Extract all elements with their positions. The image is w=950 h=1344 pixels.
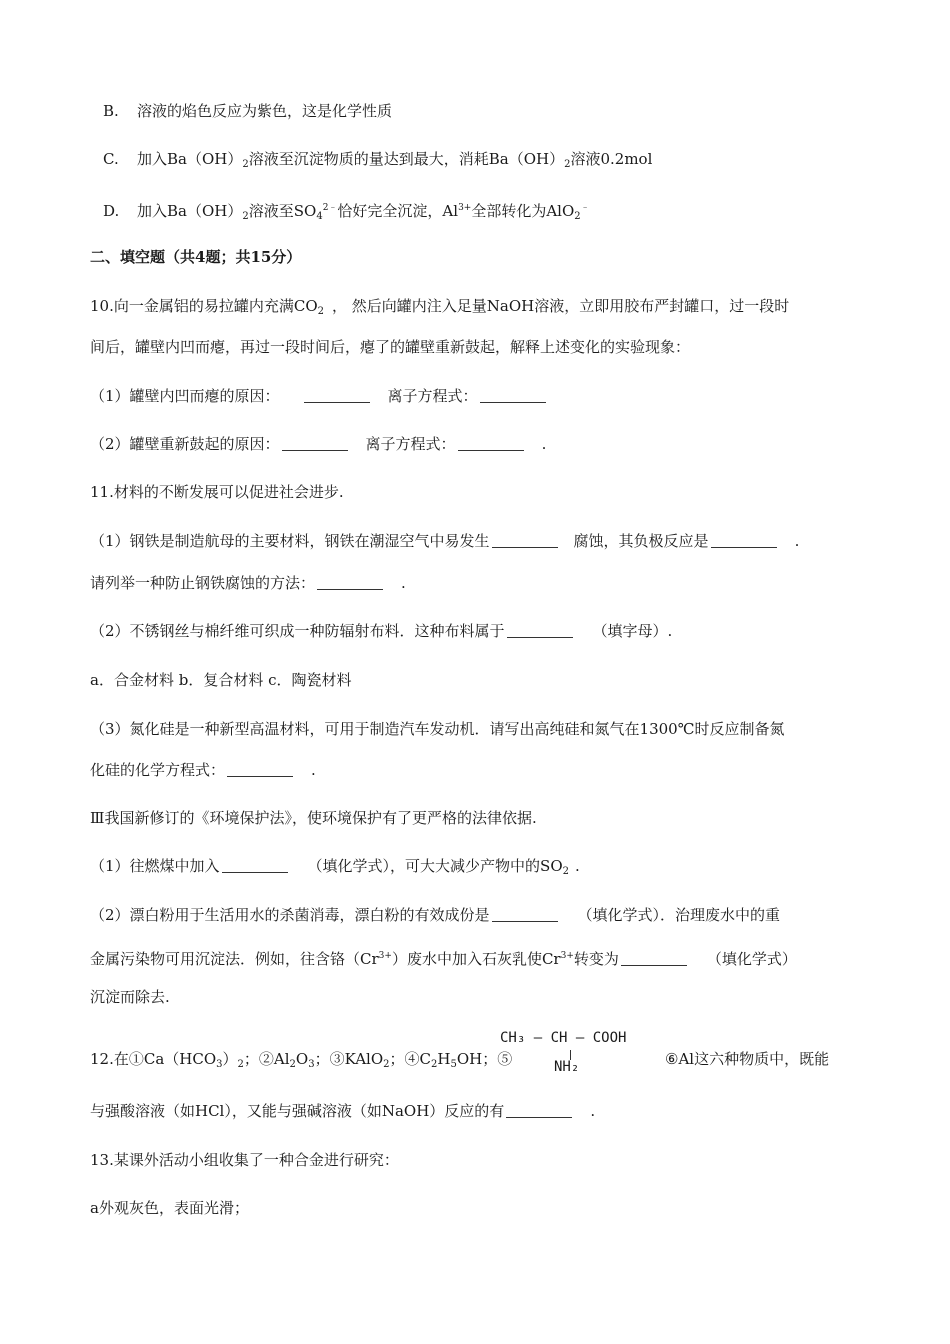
text: （填字母）.: [592, 622, 673, 640]
text: （2）罐壁重新鼓起的原因：: [90, 435, 280, 453]
text: 全部转化为AlO: [471, 202, 575, 220]
text: 金属污染物可用沉淀法．例如，往含铬（Cr: [90, 950, 379, 968]
answer-blank[interactable]: [480, 388, 546, 403]
q12-line-2: [90, 1101, 595, 1121]
text: 离子方程式：: [365, 435, 456, 453]
q13-line-2: a外观灰色，表面光滑；: [90, 1199, 249, 1217]
answer-blank[interactable]: [492, 533, 558, 548]
subscript: 2: [564, 159, 571, 170]
option-tag: C.: [103, 150, 119, 168]
text: （填化学式）: [706, 950, 797, 968]
q11-line-8: Ⅲ我国新修订的《环境保护法》，使环境保护有了更严格的法律依据.: [90, 809, 537, 827]
q12-line-1: [90, 1049, 512, 1075]
q11-line-1: 11.材料的不断发展可以促进社会进步.: [90, 483, 344, 501]
text: ；③KAlO: [314, 1050, 384, 1068]
q10-line-3: [90, 386, 548, 406]
q11-line-12: 沉淀而除去.: [90, 988, 170, 1006]
text: 转变为: [573, 950, 619, 968]
text: 加入Ba（OH）: [137, 202, 243, 220]
answer-blank[interactable]: [227, 762, 293, 777]
option-tag: B.: [103, 102, 119, 120]
q11-line-10: [90, 905, 780, 925]
option-tag: D.: [103, 202, 120, 220]
superscript: 3+: [458, 203, 472, 213]
subscript: 5: [450, 1059, 457, 1070]
q11-line-5: a．合金材料 b．复合材料 c．陶瓷材料: [90, 671, 352, 689]
text: ， 然后向罐内注入足量NaOH溶液，立即用胶布严封罐口，过一段时: [332, 297, 790, 315]
q12-line-1-end: ⑥Al这六种物质中，既能: [665, 1050, 830, 1068]
text: 溶液至沉淀物质的量达到最大，消耗Ba（OH）: [248, 150, 565, 168]
answer-blank[interactable]: [222, 858, 288, 873]
text: 溶液0.2mol: [570, 150, 653, 168]
answer-blank[interactable]: [492, 907, 558, 922]
alanine-structural-formula: [500, 1030, 665, 1080]
answer-blank[interactable]: [458, 436, 524, 451]
text: O: [295, 1050, 309, 1068]
q13-line-1: 13.某课外活动小组收集了一种合金进行研究：: [90, 1151, 399, 1169]
text: 离子方程式：: [387, 387, 478, 405]
text: ）废水中加入石灰乳使Cr: [391, 950, 561, 968]
text: .: [794, 532, 800, 550]
text: 加入Ba（OH）: [137, 150, 243, 168]
text: .: [541, 435, 547, 453]
text: （1）罐壁内凹而瘪的原因：: [90, 387, 280, 405]
subscript: 2: [289, 1059, 296, 1070]
answer-blank[interactable]: [506, 1103, 572, 1118]
superscript: ﹣: [580, 203, 590, 213]
text: （2）漂白粉用于生活用水的杀菌消毒，漂白粉的有效成份是: [90, 906, 490, 924]
text: .: [575, 857, 580, 875]
q11-line-6: （3）氮化硅是一种新型高温材料，可用于制造汽车发动机．请写出高纯硅和氮气在1300℃时反应制备氮: [90, 720, 785, 738]
answer-blank[interactable]: [711, 533, 777, 548]
q11-line-7: [90, 760, 316, 780]
subscript: 2: [237, 1059, 244, 1070]
q10-line-2: 间后，罐壁内凹而瘪，再过一段时间后，瘪了的罐壁重新鼓起，解释上述变化的实验现象：: [90, 338, 691, 356]
subscript: 2: [317, 306, 325, 317]
text: 溶液至SO: [248, 202, 317, 220]
subscript: 2: [242, 211, 249, 222]
formula-bottom-row: NH₂: [554, 1059, 580, 1075]
subscript: 2: [431, 1059, 438, 1070]
answer-blank[interactable]: [507, 623, 573, 638]
text: （1）往燃煤中加入: [90, 857, 220, 875]
text: .: [401, 574, 406, 592]
text: ）: [222, 1050, 238, 1068]
answer-blank[interactable]: [621, 951, 687, 966]
subscript: 2: [562, 866, 569, 877]
text: 化硅的化学方程式：: [90, 761, 226, 779]
text: H: [437, 1050, 451, 1068]
text: 与强酸溶液（如HCl），又能与强碱溶液（如NaOH）反应的有: [90, 1102, 505, 1120]
option-text: 溶液的焰色反应为紫色，这是化学性质: [137, 102, 393, 120]
q11-line-2: [90, 531, 799, 551]
option-b: [103, 101, 392, 121]
subscript: 3: [216, 1059, 223, 1070]
text: （填化学式）．治理废水中的重: [577, 906, 781, 924]
text: 12.在①Ca（HCO: [90, 1050, 217, 1068]
subscript: 2: [574, 211, 581, 222]
option-c: [103, 149, 652, 175]
q11-line-9: [90, 856, 580, 882]
superscript: 3+: [560, 951, 574, 961]
text: .: [590, 1102, 596, 1120]
answer-blank[interactable]: [317, 575, 383, 590]
text: 腐蚀，其负极反应是: [573, 532, 709, 550]
text: （填化学式），可大大减少产物中的SO: [307, 857, 563, 875]
option-d: [103, 198, 590, 227]
text: ；④C: [389, 1050, 431, 1068]
section-title: 二、填空题（共4题；共15分）: [90, 248, 302, 266]
subscript: 2: [383, 1059, 390, 1070]
q11-line-11: [90, 946, 797, 969]
answer-blank[interactable]: [282, 436, 348, 451]
text: （2）不锈钢丝与棉纤维可织成一种防辐射布料．这种布料属于: [90, 622, 505, 640]
q10-line-4: [90, 434, 546, 454]
text: （1）钢铁是制造航母的主要材料，钢铁在潮湿空气中易发生: [90, 532, 490, 550]
text: 恰好完全沉淀，Al: [337, 202, 459, 220]
superscript: 3+: [378, 951, 392, 961]
subscript: 3: [308, 1059, 315, 1070]
q10-line-1: [90, 296, 789, 322]
subscript: 2: [242, 159, 249, 170]
text: ；②Al: [243, 1050, 290, 1068]
text: OH；⑤: [456, 1050, 513, 1068]
answer-blank[interactable]: [304, 388, 370, 403]
text: 请列举一种防止钢铁腐蚀的方法：: [90, 574, 316, 592]
q11-line-3: [90, 573, 406, 593]
superscript: 2﹣: [322, 203, 338, 213]
q11-line-4: [90, 621, 672, 641]
subscript: 4: [316, 211, 323, 222]
text: 10.向一金属铝的易拉罐内充满CO: [90, 297, 318, 315]
formula-top-row: CH₃ — CH — COOH: [500, 1030, 627, 1046]
text: .: [311, 761, 316, 779]
